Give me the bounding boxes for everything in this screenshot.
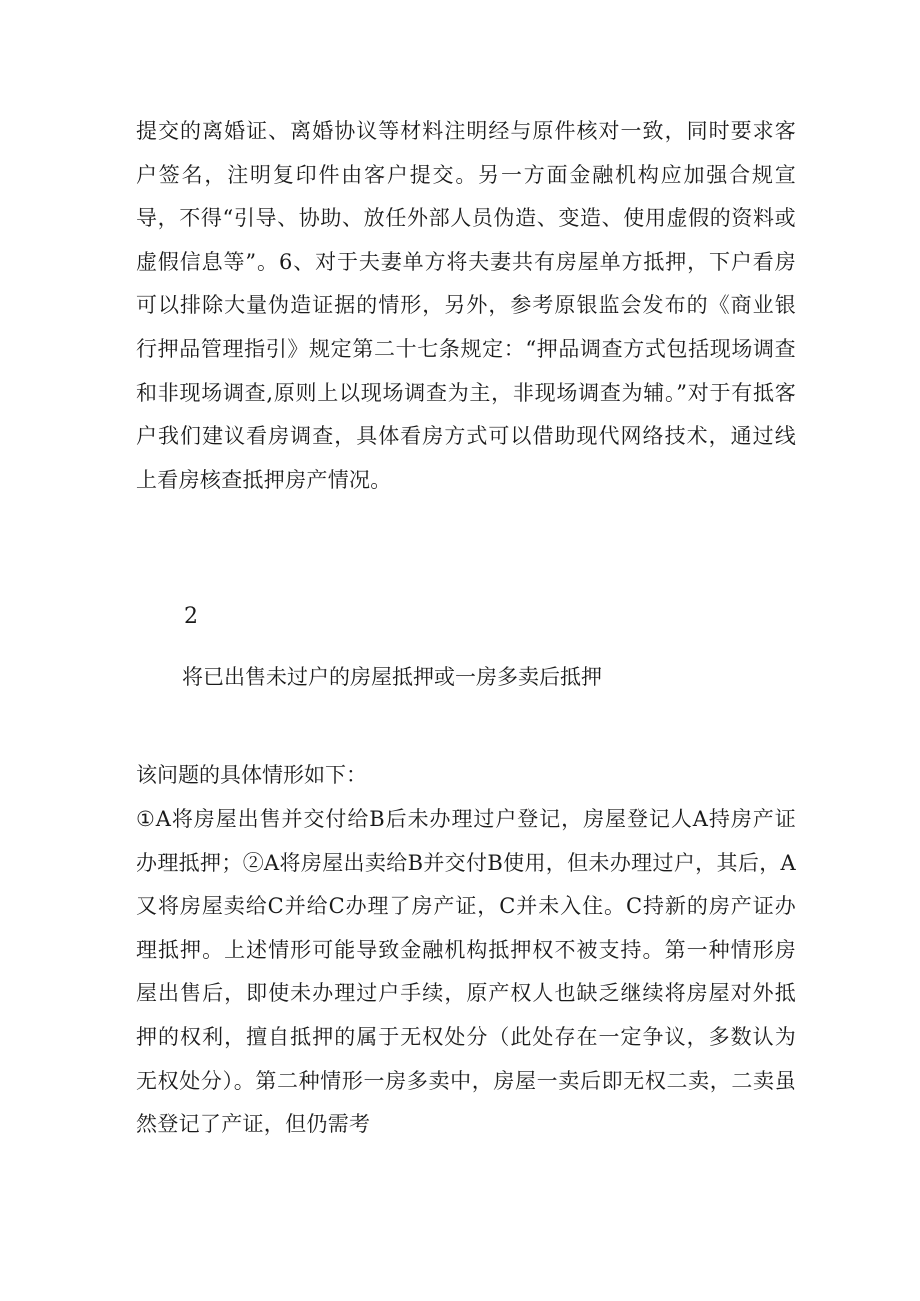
section-number: 2 bbox=[184, 604, 198, 629]
body-paragraph-2: ①A将房屋出售并交付给B后未办理过户登记，房屋登记人A持房产证办理抵押；②A将房屋出卖给B并交付B使用，但未办理过户，其后，A又将房屋卖给C并给C办理了房产证，C并未入住。C持新的房产证办理抵押。上述情形可能导致金融机构抵押权不被支持。第一种情形房屋出售后，即使未办理过户手续，原产权人也缺乏继续将房屋对外抵押的权利，擅自抵押的属于无权处分（此处存在一定争议，多数认为无权处分）。第二种情形一房多卖中，房屋一卖后即无权二卖，二卖虽然登记了产证，但仍需考 bbox=[136, 807, 796, 1137]
body-paragraph-1: 提交的离婚证、离婚协议等材料注明经与原件核对一致，同时要求客户签名，注明复印件由客户提交。另一方面金融机构应加强合规宣导，不得“引导、协助、放任外部人员伪造、变造、使用虚假的资料或虚假信息等”。6、对于夫妻单方将夫妻共有房屋单方抵押，下户看房可以排除大量伪造证据的情形，另外，参考原银监会发布的《商业银行押品管理指引》规定第二十七条规定：“押品调查方式包括现场调查和非现场调查,原则上以现场调查为主，非现场调查为辅。”对于有抵客户我们建议看房调查，具体看房方式可以借助现代网络技术，通过线上看房核查抵押房产情况。 bbox=[136, 119, 796, 492]
section-heading: 将已出售未过户的房屋抵押或一房多卖后抵押 bbox=[182, 665, 602, 689]
intro-line: 该问题的具体情形如下： bbox=[136, 763, 367, 787]
